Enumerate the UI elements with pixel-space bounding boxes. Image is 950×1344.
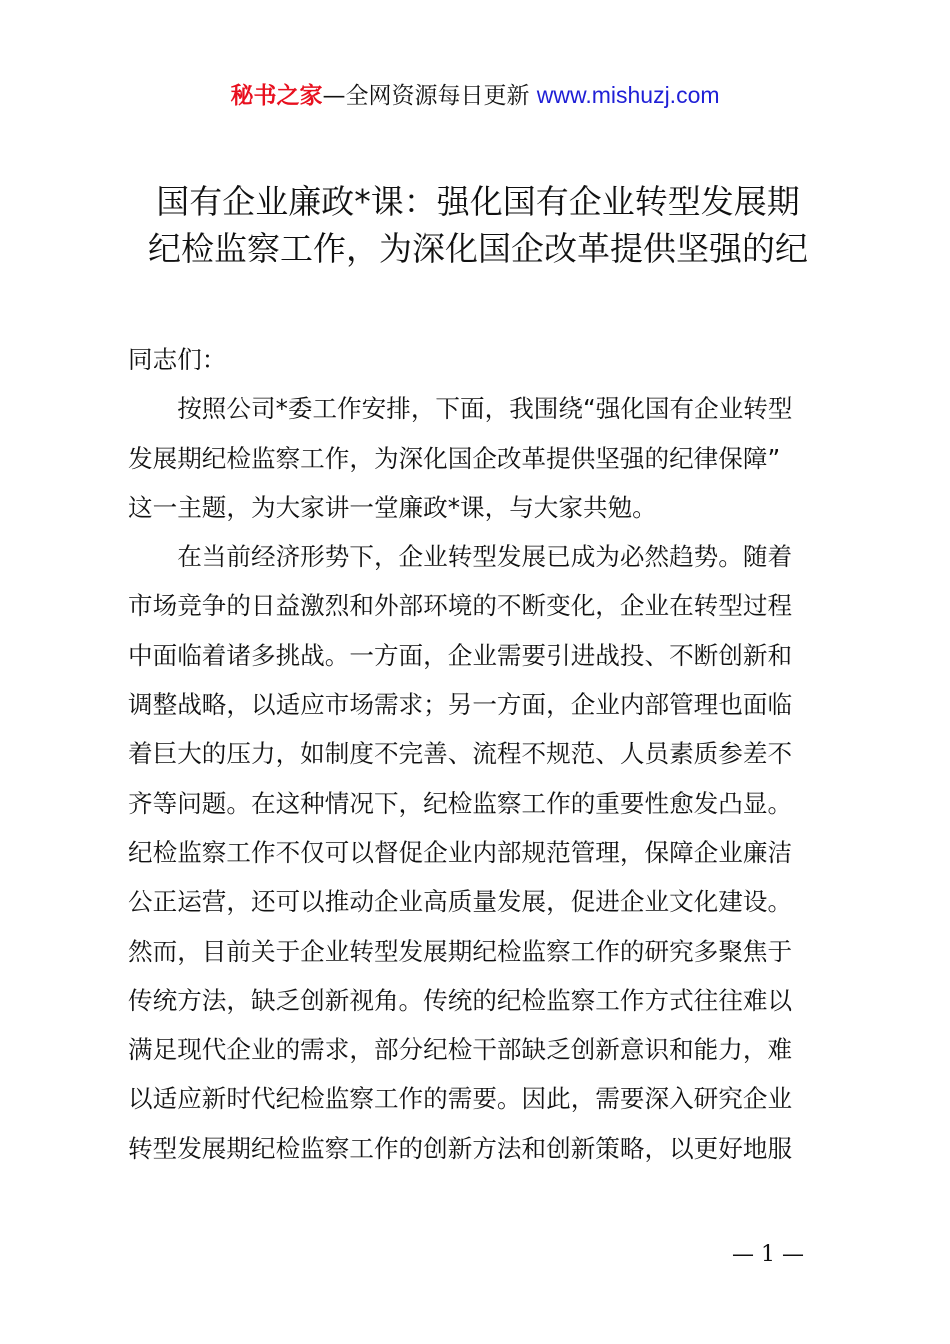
- title-line: 国有企业廉政*课：强化国有企业转型发展期: [156, 182, 800, 221]
- document-title: [118, 178, 838, 272]
- body-line: 在当前经济形势下，企业转型发展已成为必然趋势。随着: [128, 542, 793, 572]
- body-line: 然而，目前关于企业转型发展期纪检监察工作的研究多聚焦于: [128, 936, 793, 966]
- header-tagline: —全网资源每日更新: [322, 83, 537, 109]
- page-number: — 1 —: [732, 1242, 804, 1267]
- body-line: 以适应新时代纪检监察工作的需要。因此，需要深入研究企业: [128, 1084, 793, 1114]
- body-line: 按照公司*委工作安排，下面，我围绕“强化国有企业转型: [128, 394, 793, 424]
- body-line: 纪检监察工作不仅可以督促企业内部规范管理，保障企业廉洁: [128, 837, 793, 867]
- body-line: 传统方法，缺乏创新视角。传统的纪检监察工作方式往往难以: [128, 985, 793, 1015]
- title-line: 纪检监察工作，为深化国企改革提供坚强的纪: [148, 229, 808, 268]
- body-line: 公正运营，还可以推动企业高质量发展，促进企业文化建设。: [128, 887, 793, 917]
- body-line: 齐等问题。在这种情况下，纪检监察工作的重要性愈发凸显。: [128, 788, 793, 818]
- body-line: 中面临着诸多挑战。一方面，企业需要引进战投、不断创新和: [128, 640, 793, 670]
- site-url-link[interactable]: www.mishuzj.com: [536, 82, 720, 108]
- body-line: 着巨大的压力，如制度不完善、流程不规范、人员素质参差不: [128, 739, 793, 769]
- brand-name: 秘书之家: [230, 83, 323, 109]
- body-line: 调整战略，以适应市场需求；另一方面，企业内部管理也面临: [128, 690, 793, 720]
- salutation: 同志们：: [128, 345, 227, 374]
- body-line: 发展期纪检监察工作，为深化国企改革提供坚强的纪律保障”: [128, 443, 781, 473]
- body-line: 满足现代企业的需求，部分纪检干部缺乏创新意识和能力，难: [128, 1035, 793, 1065]
- site-header: [0, 78, 950, 113]
- document-body: [128, 335, 833, 1173]
- body-line: 市场竞争的日益激烈和外部环境的不断变化，企业在转型过程: [128, 591, 793, 621]
- body-line: 转型发展期纪检监察工作的创新方法和创新策略，以更好地服: [128, 1133, 793, 1163]
- body-line: 这一主题，为大家讲一堂廉政*课，与大家共勉。: [128, 492, 657, 522]
